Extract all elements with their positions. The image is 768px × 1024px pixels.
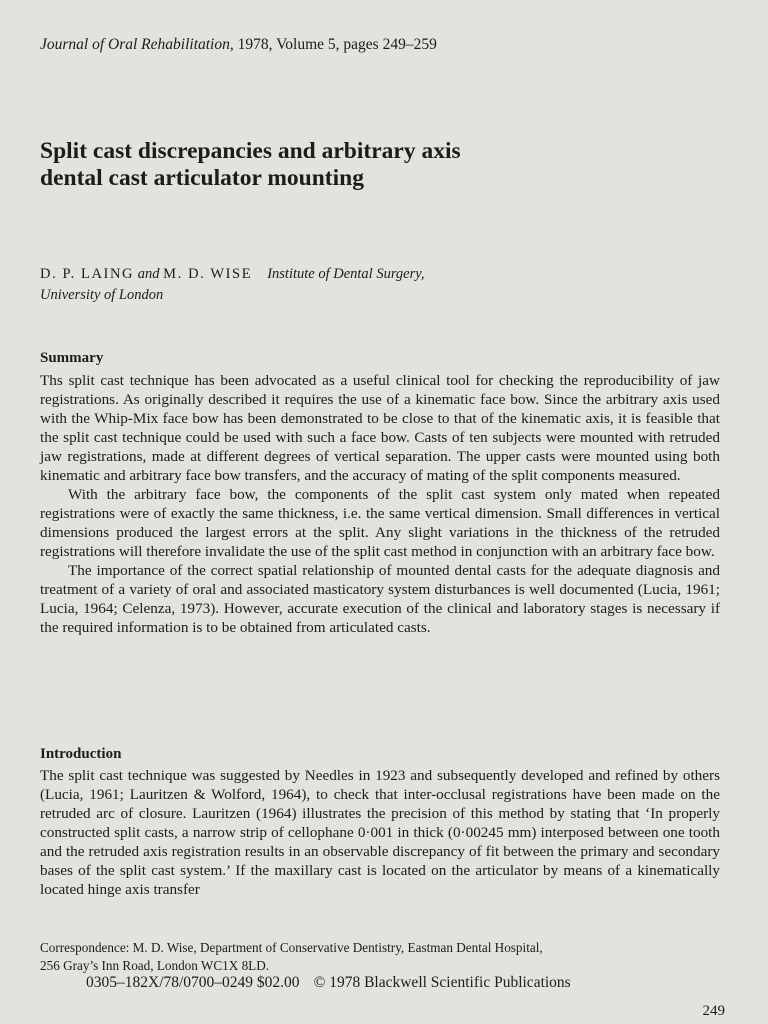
summary-paragraph-1: Ths split cast technique has been advocated as a useful clinical tool for checking the reproducibility of jaw registrations. As originally described it requires the use of a kinematic face bow. Since the arbitrary axis used with the Whip-Mix face bow has been demonstrated to be close to that of the kinematic axis, it is feasible that the split cast technique could be used with such a face bow. Casts of ten subjects were mounted with retruded jaw registrations, made at different degrees of vertical separation. The upper casts were mounted using both kinematic and arbitrary face bow transfers, and the accuracy of mating of the split components measured. [40, 372, 720, 484]
summary-heading: Summary [40, 350, 104, 366]
summary-section [40, 371, 720, 637]
title-line-1: Split cast discrepancies and arbitrary axis [40, 138, 461, 164]
introduction-section [40, 766, 720, 899]
introduction-paragraph: The split cast technique was suggested by Needles in 1923 and subsequently developed and refined by others (Lucia, 1961; Lauritzen & Wolford, 1964), to check that inter-occlusal registrations have been made on the retruded arc of closure. Lauritzen (1964) illustrates the precision of this method by stating that ‘In properly constructed split casts, a narrow strip of cellophane 0·001 in thick (0·00245 mm) interposed between one tooth and the retruded axis registration results in an observable discrepancy of fit between the primary and secondary bases of the split cast system.’ If the maxillary cast is located on the articulator by means of a kinematically located hinge axis transfer [40, 767, 720, 898]
author-university: University of London [40, 287, 164, 303]
citation-details: , 1978, Volume 5, pages 249–259 [229, 36, 437, 53]
correspondence-line-1: Correspondence: M. D. Wise, Department of Conservative Dentistry, Eastman Dental Hospital, [40, 940, 543, 955]
author-institute: Institute of Dental Surgery, [267, 266, 425, 282]
author-block [40, 264, 425, 306]
summary-paragraph-3: The importance of the correct spatial relationship of mounted dental casts for the adequate diagnosis and treatment of a variety of oral and associated masticatory system disturbances is well documented (Lucia, 1961; Lucia, 1964; Celenza, 1973). However, accurate execution of the clinical and laboratory stages is necessary if the required information is to be obtained from articulated casts. [40, 562, 720, 636]
author-laing: D. P. LAING [40, 266, 135, 282]
summary-paragraph-2: With the arbitrary face bow, the components of the split cast system only mated when repeated registrations were of exactly the same thickness, i.e. the same vertical dimension. Small differences in vertical dimensions produced the largest errors at the split. Any slight variations in the thickness of the retruded registrations will therefore invalidate the use of the split cast method in conjunction with an arbitrary face bow. [40, 486, 720, 560]
journal-name: Journal of Oral Rehabilitation [40, 36, 230, 53]
author-wise: M. D. WISE [163, 266, 253, 282]
copyright-notice: © 1978 Blackwell Scientific Publications [313, 974, 571, 991]
correspondence-footnote [40, 939, 730, 975]
issn-price: 0305–182X/78/0700–0249 $02.00 [86, 974, 300, 991]
article-title [40, 138, 660, 192]
correspondence-line-2: 256 Gray’s Inn Road, London WC1X 8LD. [40, 958, 270, 973]
journal-citation [40, 36, 437, 54]
introduction-heading: Introduction [40, 746, 122, 762]
copyright-line [86, 974, 571, 992]
title-line-2: dental cast articulator mounting [40, 165, 364, 191]
author-conjunction: and [137, 266, 160, 282]
page-number: 249 [702, 1003, 725, 1019]
